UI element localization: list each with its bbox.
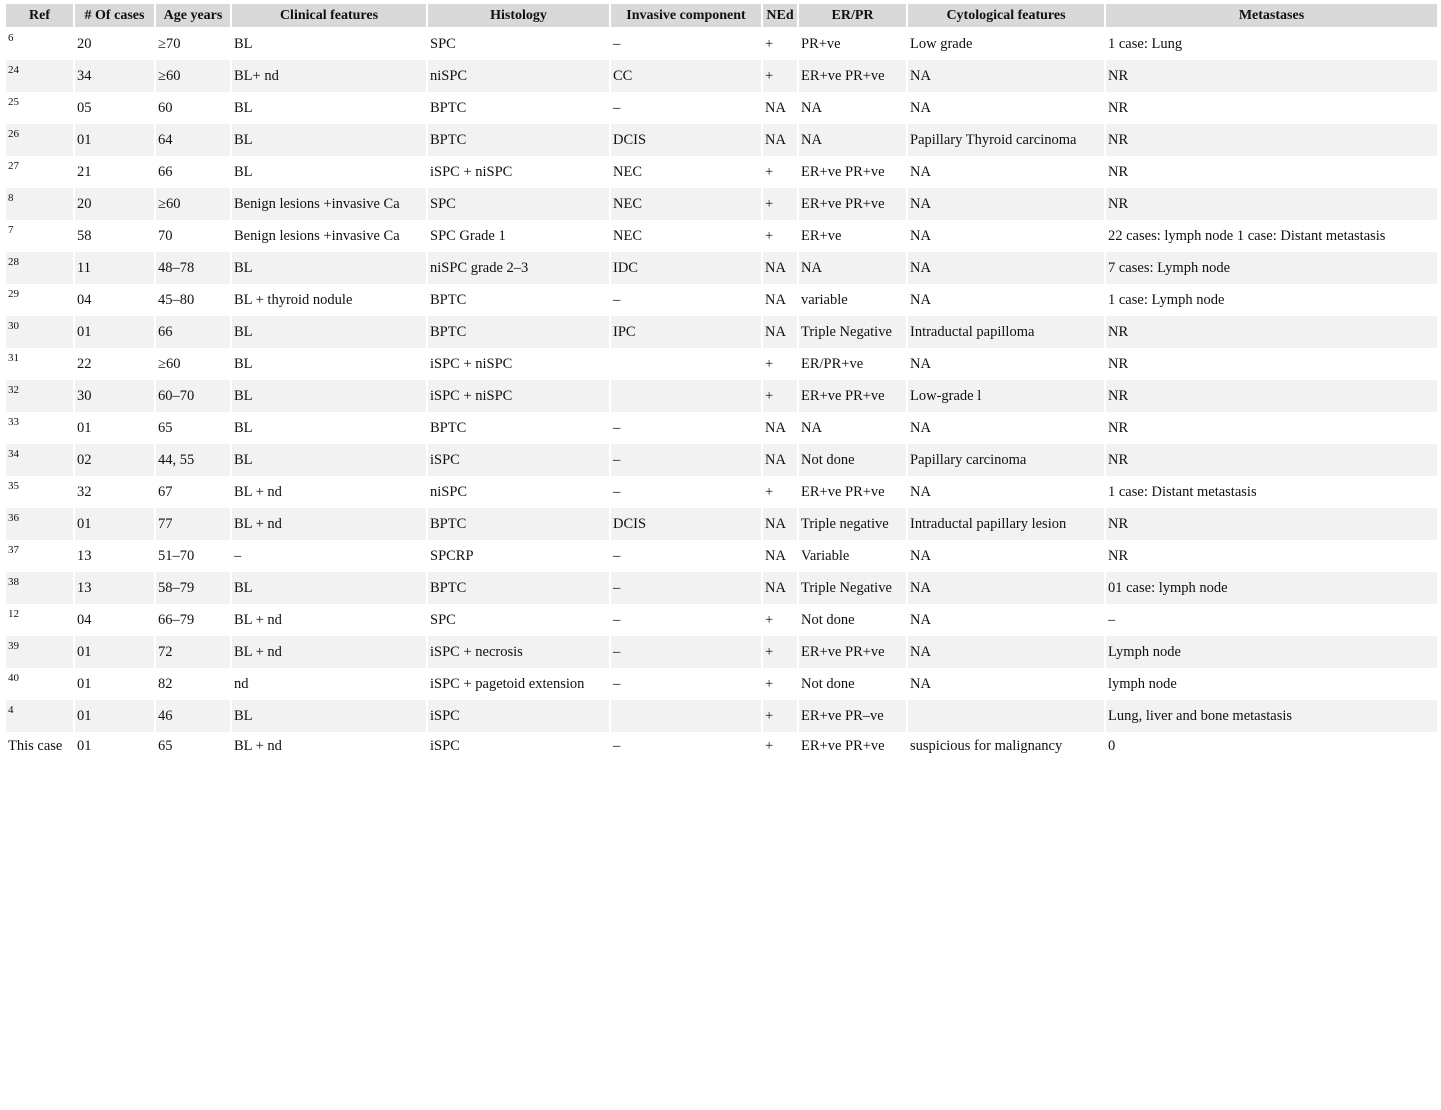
cell-age: ≥60 [156, 60, 230, 92]
table-row [6, 252, 1437, 284]
cell-age: 45–80 [158, 291, 195, 308]
cell-er-pr: Triple Negative [799, 572, 906, 604]
cell-cytological-features: Low-grade l [908, 380, 1104, 412]
cell-invasive-component: – [613, 675, 621, 692]
cell-age: 77 [156, 508, 230, 540]
cell-er-pr: ER+ve PR+ve [799, 380, 906, 412]
cell-invasive-component: NEC [613, 163, 642, 180]
table-row [6, 380, 1437, 412]
cell-ref: 35 [8, 480, 19, 492]
column-header-ref: Ref [6, 4, 73, 28]
column-header-age: Age years [156, 4, 230, 28]
table-row [6, 348, 1437, 380]
cell-metastases: – [1108, 611, 1116, 628]
cell-cytological-features: NA [910, 227, 931, 244]
cell-clinical-features: BL [232, 572, 426, 604]
cell-metastases: 0 [1108, 737, 1116, 754]
table-body [6, 28, 1437, 760]
cell-ned: NA [763, 508, 797, 540]
cell-age: 82 [158, 675, 173, 692]
cell-age: ≥60 [158, 355, 181, 372]
cell-ref: 26 [6, 124, 73, 156]
cell-age: 60–70 [156, 380, 230, 412]
cell-age: 64 [156, 124, 230, 156]
table-row [6, 412, 1437, 444]
cell-ned: NA [763, 444, 797, 476]
cell-invasive-component: – [611, 636, 761, 668]
cell-er-pr: PR+ve [801, 35, 841, 52]
cell-ref: 34 [6, 444, 73, 476]
cell-histology: BPTC [428, 508, 609, 540]
cell-er-pr: Triple negative [799, 508, 906, 540]
cell-cytological-features: NA [910, 99, 931, 116]
cell-ref: 29 [8, 288, 19, 300]
cell-histology: SPC Grade 1 [430, 227, 506, 244]
cell-cases: 22 [77, 355, 92, 372]
cell-age: 72 [156, 636, 230, 668]
cell-metastases: NR [1108, 355, 1129, 372]
cell-ref: This case [8, 737, 63, 754]
cell-ref: 37 [8, 544, 19, 556]
cell-cases: 58 [77, 227, 92, 244]
table-row [6, 540, 1437, 572]
cell-cases: 32 [77, 483, 92, 500]
cell-age: 65 [158, 419, 173, 436]
cell-histology: BPTC [430, 419, 467, 436]
column-header-ned: NEd [763, 4, 797, 28]
cell-er-pr: Triple Negative [799, 316, 906, 348]
cell-er-pr: ER+ve PR+ve [801, 483, 885, 500]
cell-er-pr: variable [801, 291, 848, 308]
cell-age: ≥60 [156, 188, 230, 220]
cell-invasive-component [611, 700, 761, 732]
cell-ref: 39 [6, 636, 73, 668]
cell-cases: 20 [77, 35, 92, 52]
cell-cytological-features: NA [910, 611, 931, 628]
column-header-cases: # Of cases [75, 4, 154, 28]
cell-invasive-component [611, 380, 761, 412]
cell-histology: iSPC [428, 700, 609, 732]
cell-cases: 13 [77, 547, 92, 564]
cell-ned: NA [763, 252, 797, 284]
cell-histology: iSPC [430, 737, 460, 754]
cell-er-pr: ER/PR+ve [801, 355, 864, 372]
cell-invasive-component: CC [611, 60, 761, 92]
cell-ned: NA [765, 419, 786, 436]
cell-metastases: NR [1106, 316, 1437, 348]
cell-metastases: 01 case: lymph node [1106, 572, 1437, 604]
cell-ref: 12 [8, 608, 19, 620]
cell-ned: + [765, 355, 774, 372]
cell-clinical-features: BL [234, 35, 253, 52]
cell-cytological-features: NA [910, 419, 931, 436]
cell-cytological-features [908, 700, 1104, 732]
cell-clinical-features: BL [232, 252, 426, 284]
cell-age: 51–70 [158, 547, 195, 564]
cell-ref: 33 [8, 416, 19, 428]
cell-er-pr: NA [801, 419, 822, 436]
cell-cases: 01 [77, 419, 92, 436]
table-row [6, 124, 1437, 156]
cell-ned: + [765, 483, 774, 500]
column-header-er-pr: ER/PR [799, 4, 906, 28]
cell-cases: 04 [77, 611, 92, 628]
cell-cases: 01 [77, 675, 92, 692]
cell-ref: 40 [8, 672, 19, 684]
cell-cases: 01 [75, 316, 154, 348]
cell-cytological-features: Intraductal papilloma [908, 316, 1104, 348]
cell-clinical-features: BL [232, 316, 426, 348]
cell-invasive-component: NEC [611, 188, 761, 220]
cell-cases: 01 [75, 508, 154, 540]
cell-age: 58–79 [156, 572, 230, 604]
cell-ref: 27 [8, 160, 19, 172]
table-row [6, 316, 1437, 348]
cell-clinical-features: BL [232, 444, 426, 476]
cell-cases: 01 [77, 737, 92, 754]
cell-cases: 20 [75, 188, 154, 220]
cell-ned: + [765, 611, 774, 628]
cell-ned: + [763, 636, 797, 668]
cell-clinical-features: BL [232, 380, 426, 412]
cell-clinical-features: BL [234, 355, 253, 372]
cell-ref: 4 [6, 700, 73, 732]
cell-ref: 30 [6, 316, 73, 348]
cell-ned: NA [763, 316, 797, 348]
table-row [6, 636, 1437, 668]
cell-clinical-features: Benign lesions +invasive Ca [232, 188, 426, 220]
cell-metastases: 22 cases: lymph node 1 case: Distant metastasis [1108, 227, 1386, 244]
cell-ref: 24 [6, 60, 73, 92]
cell-ned: NA [765, 291, 786, 308]
table-row [6, 284, 1437, 316]
cell-cytological-features: NA [910, 483, 931, 500]
cell-age: ≥70 [158, 35, 181, 52]
cell-invasive-component: DCIS [611, 508, 761, 540]
cell-metastases: NR [1106, 188, 1437, 220]
table-row [6, 604, 1437, 636]
cell-metastases: lymph node [1108, 675, 1177, 692]
cell-histology: BPTC [430, 99, 467, 116]
cell-cytological-features: Papillary carcinoma [908, 444, 1104, 476]
table-row [6, 220, 1437, 252]
cell-invasive-component: IDC [611, 252, 761, 284]
cell-cases: 34 [75, 60, 154, 92]
table-row [6, 732, 1437, 760]
cell-histology: SPC [430, 611, 456, 628]
cell-invasive-component [611, 348, 761, 380]
table-row [6, 92, 1437, 124]
column-header-invasive-component: Invasive component [611, 4, 761, 28]
cell-ref: 28 [6, 252, 73, 284]
cell-ned: + [765, 163, 774, 180]
cell-ned: + [765, 737, 774, 754]
cell-histology: iSPC + niSPC [430, 163, 513, 180]
cell-age: 66 [158, 163, 173, 180]
cell-clinical-features: BL [234, 163, 253, 180]
cell-cytological-features: Low grade [910, 35, 973, 52]
cell-invasive-component: – [613, 611, 621, 628]
cell-ref: 8 [6, 188, 73, 220]
cell-histology: niSPC grade 2–3 [428, 252, 609, 284]
table-row [6, 572, 1437, 604]
cell-cytological-features: NA [910, 291, 931, 308]
cell-metastases: NR [1106, 124, 1437, 156]
cell-cytological-features: NA [908, 572, 1104, 604]
cell-age: 67 [158, 483, 173, 500]
cell-er-pr: ER+ve PR–ve [799, 700, 906, 732]
cell-ned: + [763, 380, 797, 412]
cell-age: 44, 55 [156, 444, 230, 476]
cell-clinical-features: BL [232, 700, 426, 732]
cell-cytological-features: NA [908, 60, 1104, 92]
cell-metastases: NR [1108, 163, 1129, 180]
cell-invasive-component: – [613, 35, 621, 52]
cell-er-pr: NA [799, 252, 906, 284]
cell-er-pr: ER+ve PR+ve [799, 188, 906, 220]
cell-ned: + [765, 35, 774, 52]
cell-age: 46 [156, 700, 230, 732]
cell-age: 60 [158, 99, 173, 116]
cell-histology: SPC [428, 188, 609, 220]
cell-age: 70 [158, 227, 173, 244]
cell-ref: 31 [8, 352, 19, 364]
cell-histology: BPTC [428, 572, 609, 604]
cell-cases: 04 [77, 291, 92, 308]
cell-er-pr: Not done [801, 675, 855, 692]
cell-invasive-component: – [613, 547, 621, 564]
cell-cytological-features: suspicious for malignancy [910, 737, 1063, 754]
table-row [6, 476, 1437, 508]
column-header-metastases: Metastases [1106, 4, 1437, 28]
cell-metastases: NR [1106, 444, 1437, 476]
cell-cases: 11 [75, 252, 154, 284]
cell-ref: 36 [6, 508, 73, 540]
cell-histology: niSPC [430, 483, 468, 500]
cell-ref: 38 [6, 572, 73, 604]
cell-ned: + [763, 188, 797, 220]
table-row [6, 444, 1437, 476]
cell-clinical-features: BL + nd [232, 636, 426, 668]
cell-ref: 32 [6, 380, 73, 412]
cell-invasive-component: – [613, 419, 621, 436]
header-row [6, 4, 1437, 28]
cell-cases: 13 [75, 572, 154, 604]
cell-ned: NA [763, 572, 797, 604]
table-row [6, 668, 1437, 700]
cell-invasive-component: IPC [611, 316, 761, 348]
cell-histology: niSPC [428, 60, 609, 92]
cell-invasive-component: – [613, 483, 621, 500]
cell-cases: 01 [75, 124, 154, 156]
cell-cases: 01 [75, 700, 154, 732]
cell-metastases: 7 cases: Lymph node [1106, 252, 1437, 284]
cell-clinical-features: BL [234, 419, 253, 436]
cell-ref: 7 [8, 224, 14, 236]
cell-age: 48–78 [156, 252, 230, 284]
cell-metastases: 1 case: Lung [1108, 35, 1183, 52]
cell-clinical-features: nd [234, 675, 249, 692]
table-row [6, 188, 1437, 220]
cell-er-pr: ER+ve PR+ve [799, 636, 906, 668]
cell-histology: iSPC [428, 444, 609, 476]
cell-clinical-features: – [234, 547, 242, 564]
cell-er-pr: ER+ve PR+ve [799, 60, 906, 92]
column-header-clinical-features: Clinical features [232, 4, 426, 28]
cell-clinical-features: BL + nd [234, 483, 282, 500]
cell-cases: 05 [77, 99, 92, 116]
cell-metastases: 1 case: Distant metastasis [1108, 483, 1257, 500]
cell-ref: 6 [8, 32, 14, 44]
cell-cytological-features: Intraductal papillary lesion [908, 508, 1104, 540]
table-row [6, 156, 1437, 188]
cell-age: 65 [158, 737, 173, 754]
cell-ned: + [765, 227, 774, 244]
cell-invasive-component: DCIS [611, 124, 761, 156]
cell-histology: iSPC + pagetoid extension [430, 675, 585, 692]
cell-invasive-component: – [613, 737, 621, 754]
cell-cytological-features: NA [910, 163, 931, 180]
cell-histology: iSPC + niSPC [430, 355, 513, 372]
cell-invasive-component: NEC [613, 227, 642, 244]
cell-ned: NA [765, 99, 786, 116]
cell-ned: NA [765, 547, 786, 564]
cell-metastases: NR [1108, 419, 1129, 436]
cell-er-pr: ER+ve [801, 227, 842, 244]
cell-er-pr: Variable [801, 547, 850, 564]
cell-age: 66–79 [158, 611, 195, 628]
table-row [6, 700, 1437, 732]
cell-cytological-features: NA [910, 355, 931, 372]
column-header-histology: Histology [428, 4, 609, 28]
cell-er-pr: Not done [801, 611, 855, 628]
column-header-cytological-features: Cytological features [908, 4, 1104, 28]
cell-metastases: NR [1108, 99, 1129, 116]
cell-histology: BPTC [428, 316, 609, 348]
cell-cytological-features: NA [910, 675, 931, 692]
cell-ned: NA [763, 124, 797, 156]
cell-metastases: Lung, liver and bone metastasis [1106, 700, 1437, 732]
cell-invasive-component: – [613, 291, 621, 308]
cell-cases: 01 [75, 636, 154, 668]
cell-histology: SPC [430, 35, 456, 52]
cell-ned: + [763, 700, 797, 732]
cell-cytological-features: Papillary Thyroid carcinoma [908, 124, 1104, 156]
cell-histology: BPTC [428, 124, 609, 156]
cell-clinical-features: BL [234, 99, 253, 116]
cell-clinical-features: BL + thyroid nodule [234, 291, 353, 308]
table-row [6, 508, 1437, 540]
literature-review-table [4, 4, 1439, 760]
cell-ref: 25 [8, 96, 19, 108]
cell-cytological-features: NA [910, 547, 931, 564]
cell-clinical-features: BL [232, 124, 426, 156]
cell-invasive-component: – [613, 99, 621, 116]
cell-ned: + [763, 60, 797, 92]
cell-er-pr: Not done [799, 444, 906, 476]
cell-er-pr: ER+ve PR+ve [801, 163, 885, 180]
cell-metastases: NR [1106, 508, 1437, 540]
cell-cytological-features: NA [908, 188, 1104, 220]
cell-histology: iSPC + niSPC [428, 380, 609, 412]
cell-age: 66 [156, 316, 230, 348]
cell-er-pr: NA [799, 124, 906, 156]
table-row [6, 28, 1437, 60]
cell-clinical-features: BL + nd [234, 611, 282, 628]
cell-histology: iSPC + necrosis [428, 636, 609, 668]
cell-er-pr: ER+ve PR+ve [801, 737, 885, 754]
cell-clinical-features: BL + nd [234, 737, 282, 754]
cell-ned: + [765, 675, 774, 692]
cell-metastases: 1 case: Lymph node [1108, 291, 1225, 308]
cell-metastases: NR [1108, 547, 1129, 564]
cell-clinical-features: Benign lesions +invasive Ca [234, 227, 400, 244]
cell-cytological-features: NA [908, 252, 1104, 284]
cell-histology: SPCRP [430, 547, 474, 564]
cell-er-pr: NA [801, 99, 822, 116]
table-row [6, 60, 1437, 92]
cell-invasive-component: – [611, 444, 761, 476]
cell-clinical-features: BL + nd [232, 508, 426, 540]
cell-cases: 02 [75, 444, 154, 476]
cell-invasive-component: – [611, 572, 761, 604]
cell-metastases: Lymph node [1106, 636, 1437, 668]
cell-histology: BPTC [430, 291, 467, 308]
cell-metastases: NR [1106, 60, 1437, 92]
cell-cases: 21 [77, 163, 92, 180]
cell-cases: 30 [75, 380, 154, 412]
cell-clinical-features: BL+ nd [232, 60, 426, 92]
cell-metastases: NR [1106, 380, 1437, 412]
cell-cytological-features: NA [908, 636, 1104, 668]
